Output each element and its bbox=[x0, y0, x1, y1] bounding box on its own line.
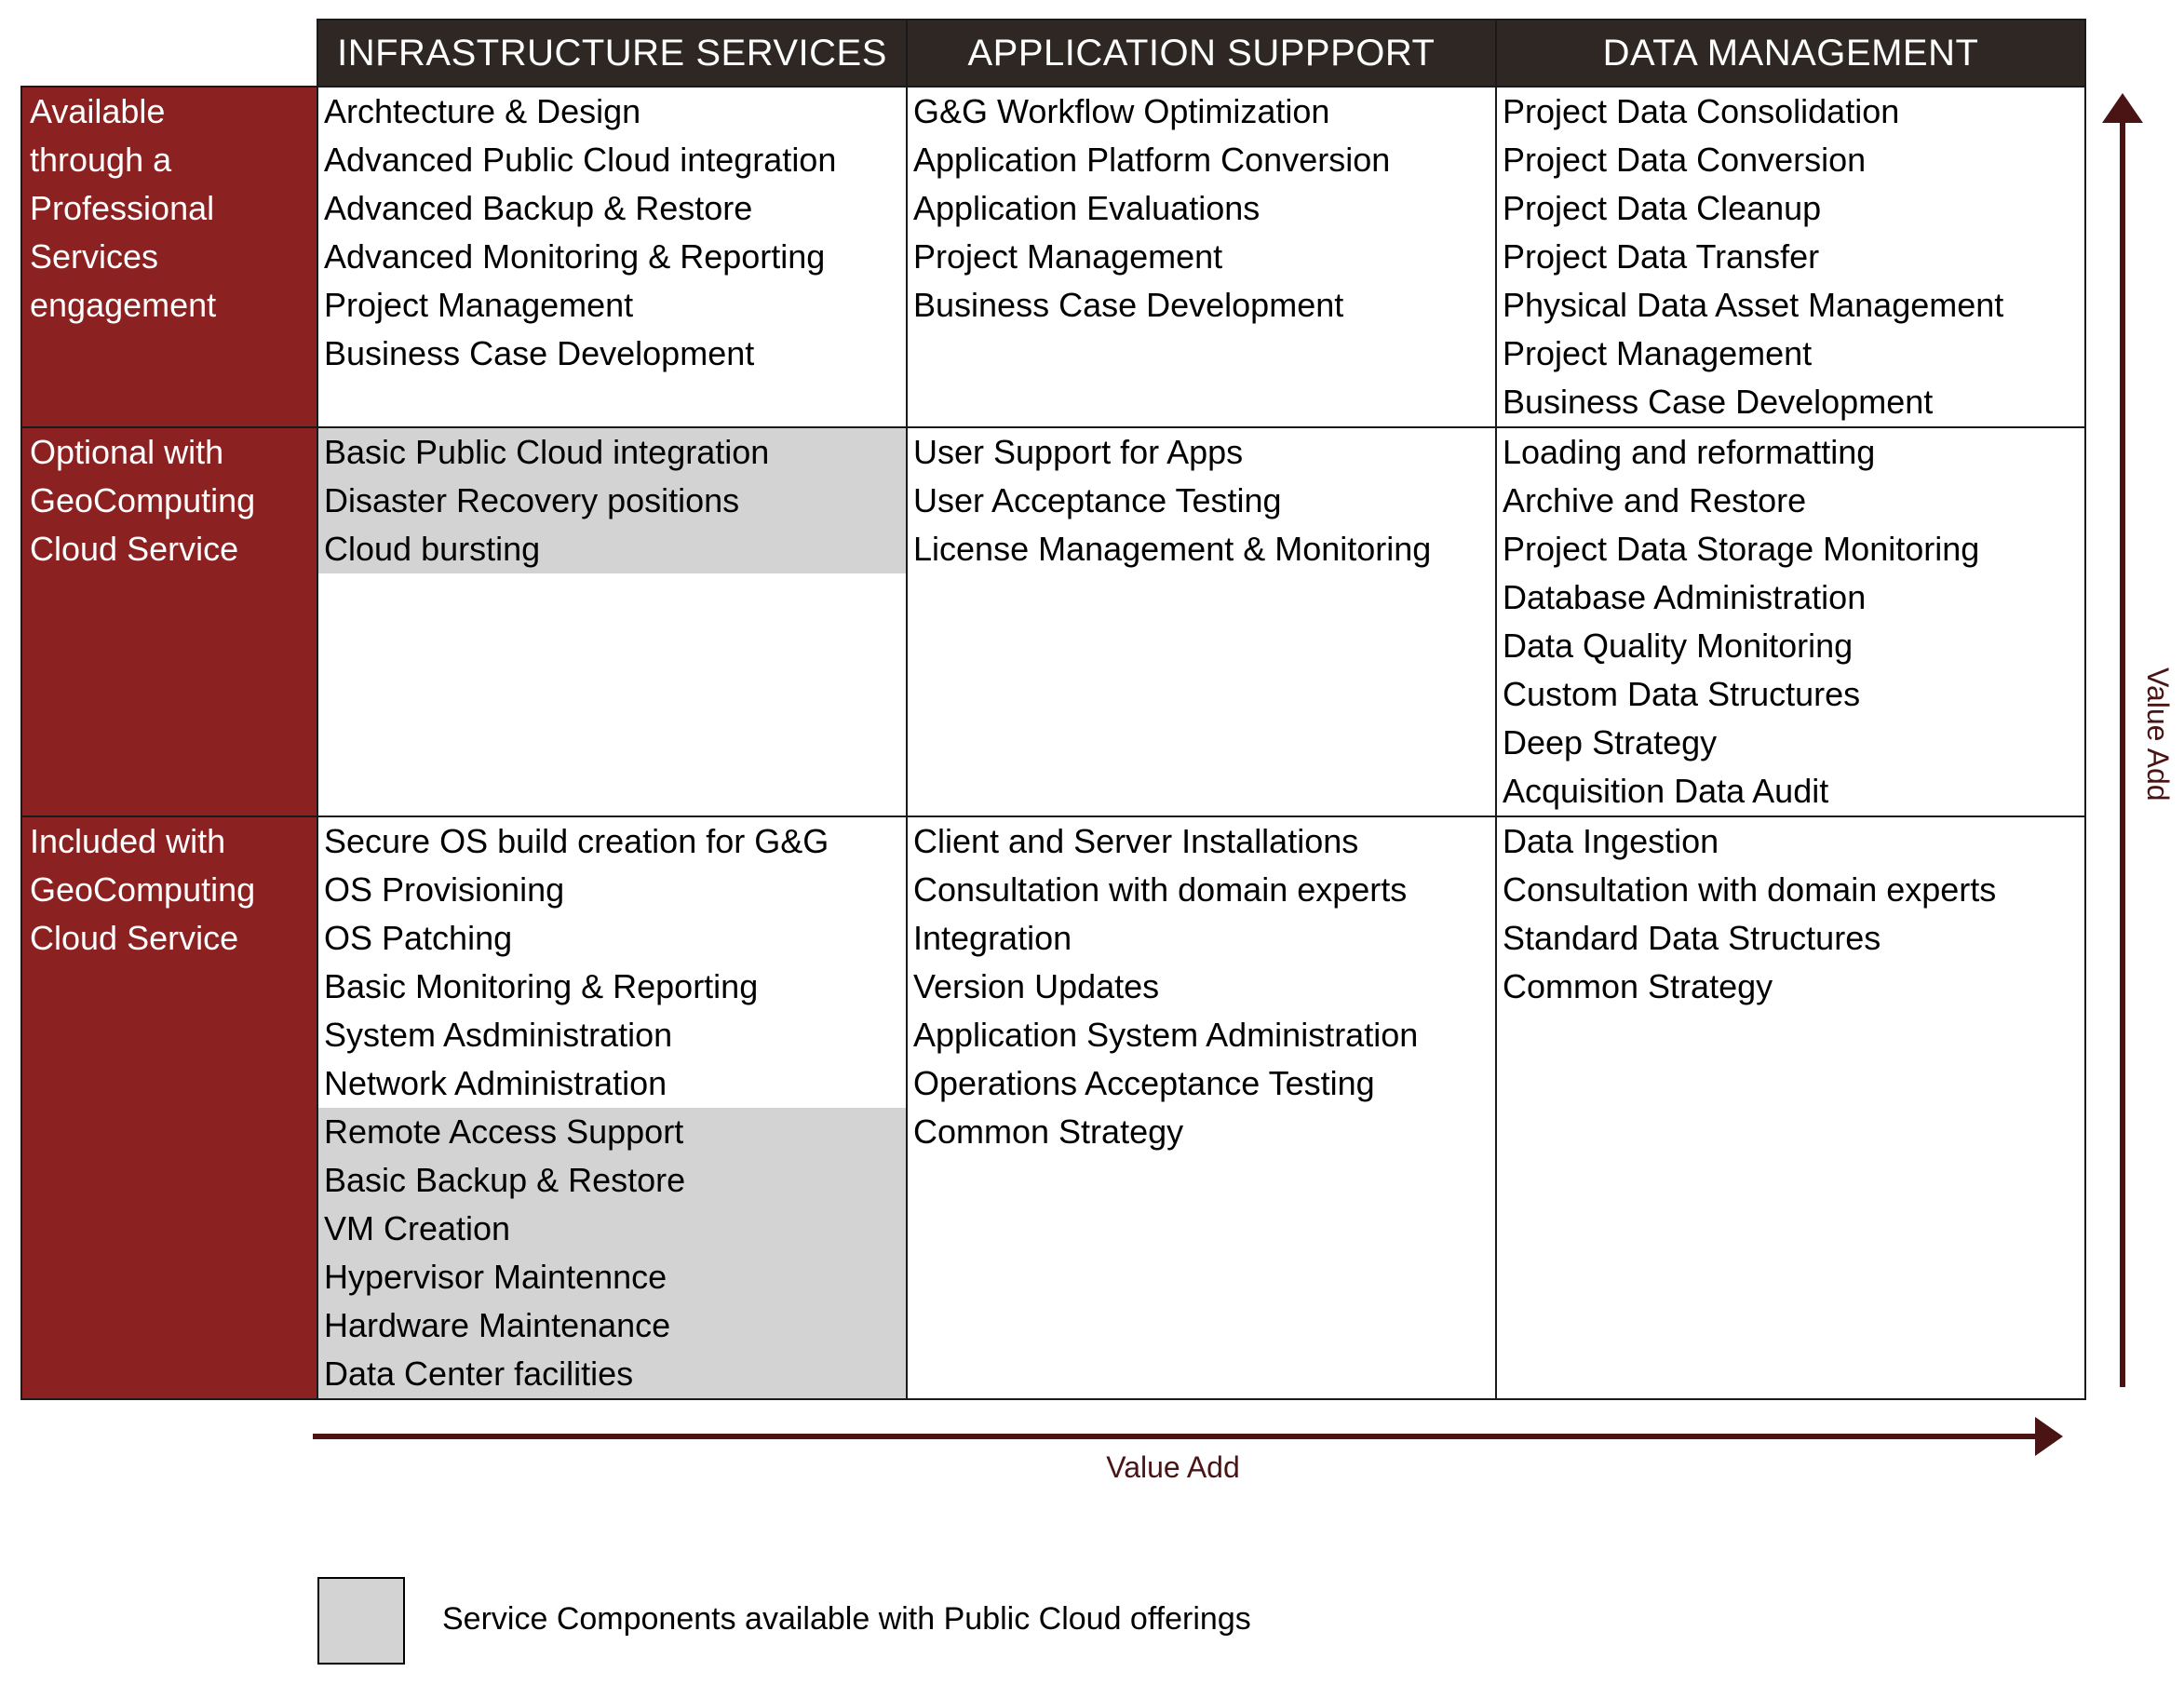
service-item: VM Creation bbox=[318, 1205, 906, 1253]
service-item: Data Quality Monitoring bbox=[1503, 627, 1854, 665]
service-item: Application Evaluations bbox=[913, 189, 1261, 227]
row-header-professional-services bbox=[21, 87, 317, 427]
cell-infrastructure-professional bbox=[317, 87, 907, 427]
service-item: Network Administration bbox=[324, 1064, 667, 1102]
service-item: Data Ingestion bbox=[1503, 822, 1719, 860]
service-item: Business Case Development bbox=[324, 334, 755, 372]
cell-data-professional bbox=[1496, 87, 2085, 427]
service-item: Database Administration bbox=[1503, 578, 1867, 616]
service-item: Disaster Recovery positions bbox=[318, 477, 906, 525]
cell-application-optional bbox=[907, 427, 1496, 816]
vertical-arrow-shaft bbox=[2120, 121, 2125, 1387]
service-item: Application System Administration bbox=[913, 1016, 1419, 1054]
service-item: Physical Data Asset Management bbox=[1503, 286, 2004, 324]
service-item: Advanced Backup & Restore bbox=[324, 189, 753, 227]
row-header-line: Included with bbox=[30, 822, 226, 860]
row-included bbox=[21, 816, 2085, 1399]
column-header-data: DATA MANAGEMENT bbox=[1496, 20, 2085, 87]
service-item: Acquisition Data Audit bbox=[1503, 772, 1829, 810]
arrow-up-icon bbox=[2102, 93, 2143, 123]
service-item: Project Data Conversion bbox=[1503, 141, 1867, 179]
cell-infrastructure-optional bbox=[317, 427, 907, 816]
row-header-line: GeoComputing bbox=[30, 870, 256, 909]
row-header-line: Optional with bbox=[30, 433, 224, 471]
service-item: Project Data Storage Monitoring bbox=[1503, 530, 1980, 568]
row-header-line: Services bbox=[30, 237, 159, 276]
header-row bbox=[21, 20, 2085, 87]
service-item: Operations Acceptance Testing bbox=[913, 1064, 1375, 1102]
horizontal-axis-label: Value Add bbox=[1106, 1450, 1240, 1484]
service-item: Integration bbox=[913, 919, 1072, 957]
service-item: Remote Access Support bbox=[318, 1108, 906, 1156]
service-item: Basic Backup & Restore bbox=[318, 1156, 906, 1205]
row-header-line: engagement bbox=[30, 286, 217, 324]
cell-application-included bbox=[907, 816, 1496, 1399]
cell-infrastructure-included bbox=[317, 816, 907, 1399]
corner-cell bbox=[21, 20, 317, 87]
service-item: Archtecture & Design bbox=[324, 92, 641, 130]
legend-text: Service Components available with Public Cloud offerings bbox=[442, 1601, 1251, 1637]
legend-swatch bbox=[317, 1577, 405, 1665]
cell-data-optional bbox=[1496, 427, 2085, 816]
service-item: Project Data Transfer bbox=[1503, 237, 1820, 276]
cell-application-professional bbox=[907, 87, 1496, 427]
service-item: License Management & Monitoring bbox=[913, 530, 1432, 568]
service-item: Version Updates bbox=[913, 967, 1160, 1005]
row-header-line: through a bbox=[30, 141, 172, 179]
cell-data-included bbox=[1496, 816, 2085, 1399]
service-matrix-table bbox=[20, 19, 2086, 1400]
service-item: Deep Strategy bbox=[1503, 723, 1718, 762]
service-item: Advanced Monitoring & Reporting bbox=[324, 237, 826, 276]
service-item: OS Patching bbox=[324, 919, 513, 957]
service-item: Basic Public Cloud integration bbox=[318, 428, 906, 477]
service-item: Business Case Development bbox=[913, 286, 1344, 324]
service-item: Client and Server Installations bbox=[913, 822, 1359, 860]
service-item: Application Platform Conversion bbox=[913, 141, 1391, 179]
service-item: User Support for Apps bbox=[913, 433, 1244, 471]
service-item: Project Management bbox=[324, 286, 634, 324]
service-matrix bbox=[20, 19, 2086, 1400]
service-item: Project Management bbox=[913, 237, 1223, 276]
service-item: Consultation with domain experts bbox=[1503, 870, 1997, 909]
service-item: Advanced Public Cloud integration bbox=[324, 141, 837, 179]
row-professional-services bbox=[21, 87, 2085, 427]
service-item: User Acceptance Testing bbox=[913, 481, 1282, 519]
service-item: Custom Data Structures bbox=[1503, 675, 1861, 713]
service-item: Project Data Cleanup bbox=[1503, 189, 1822, 227]
column-header-infrastructure: INFRASTRUCTURE SERVICES bbox=[317, 20, 907, 87]
service-item: Common Strategy bbox=[913, 1112, 1184, 1151]
row-header-optional bbox=[21, 427, 317, 816]
service-item: G&G Workflow Optimization bbox=[913, 92, 1330, 130]
service-item: OS Provisioning bbox=[324, 870, 565, 909]
row-header-line: Available bbox=[30, 92, 166, 130]
service-item: Consultation with domain experts bbox=[913, 870, 1408, 909]
horizontal-value-arrow bbox=[313, 1417, 2063, 1454]
row-header-line: Cloud Service bbox=[30, 919, 239, 957]
row-header-line: Professional bbox=[30, 189, 215, 227]
service-item: Loading and reformatting bbox=[1503, 433, 1876, 471]
service-item: Basic Monitoring & Reporting bbox=[324, 967, 759, 1005]
row-header-line: GeoComputing bbox=[30, 481, 256, 519]
service-item: Common Strategy bbox=[1503, 967, 1773, 1005]
vertical-axis-label: Value Add bbox=[2141, 667, 2175, 802]
row-header-included bbox=[21, 816, 317, 1399]
service-item: Standard Data Structures bbox=[1503, 919, 1881, 957]
service-item: System Asdministration bbox=[324, 1016, 673, 1054]
arrow-right-icon bbox=[2035, 1417, 2063, 1456]
service-item: Cloud bursting bbox=[318, 525, 906, 573]
service-item: Data Center facilities bbox=[318, 1350, 906, 1398]
row-optional bbox=[21, 427, 2085, 816]
service-item: Archive and Restore bbox=[1503, 481, 1807, 519]
service-item: Business Case Development bbox=[1503, 383, 1934, 421]
service-item: Hypervisor Maintennce bbox=[318, 1253, 906, 1301]
row-header-line: Cloud Service bbox=[30, 530, 239, 568]
horizontal-arrow-shaft bbox=[313, 1434, 2041, 1439]
service-item: Secure OS build creation for G&G bbox=[324, 822, 829, 860]
service-item: Project Data Consolidation bbox=[1503, 92, 1900, 130]
service-item: Project Management bbox=[1503, 334, 1813, 372]
column-header-application: APPLICATION SUPPPORT bbox=[907, 20, 1496, 87]
service-item: Hardware Maintenance bbox=[318, 1301, 906, 1350]
